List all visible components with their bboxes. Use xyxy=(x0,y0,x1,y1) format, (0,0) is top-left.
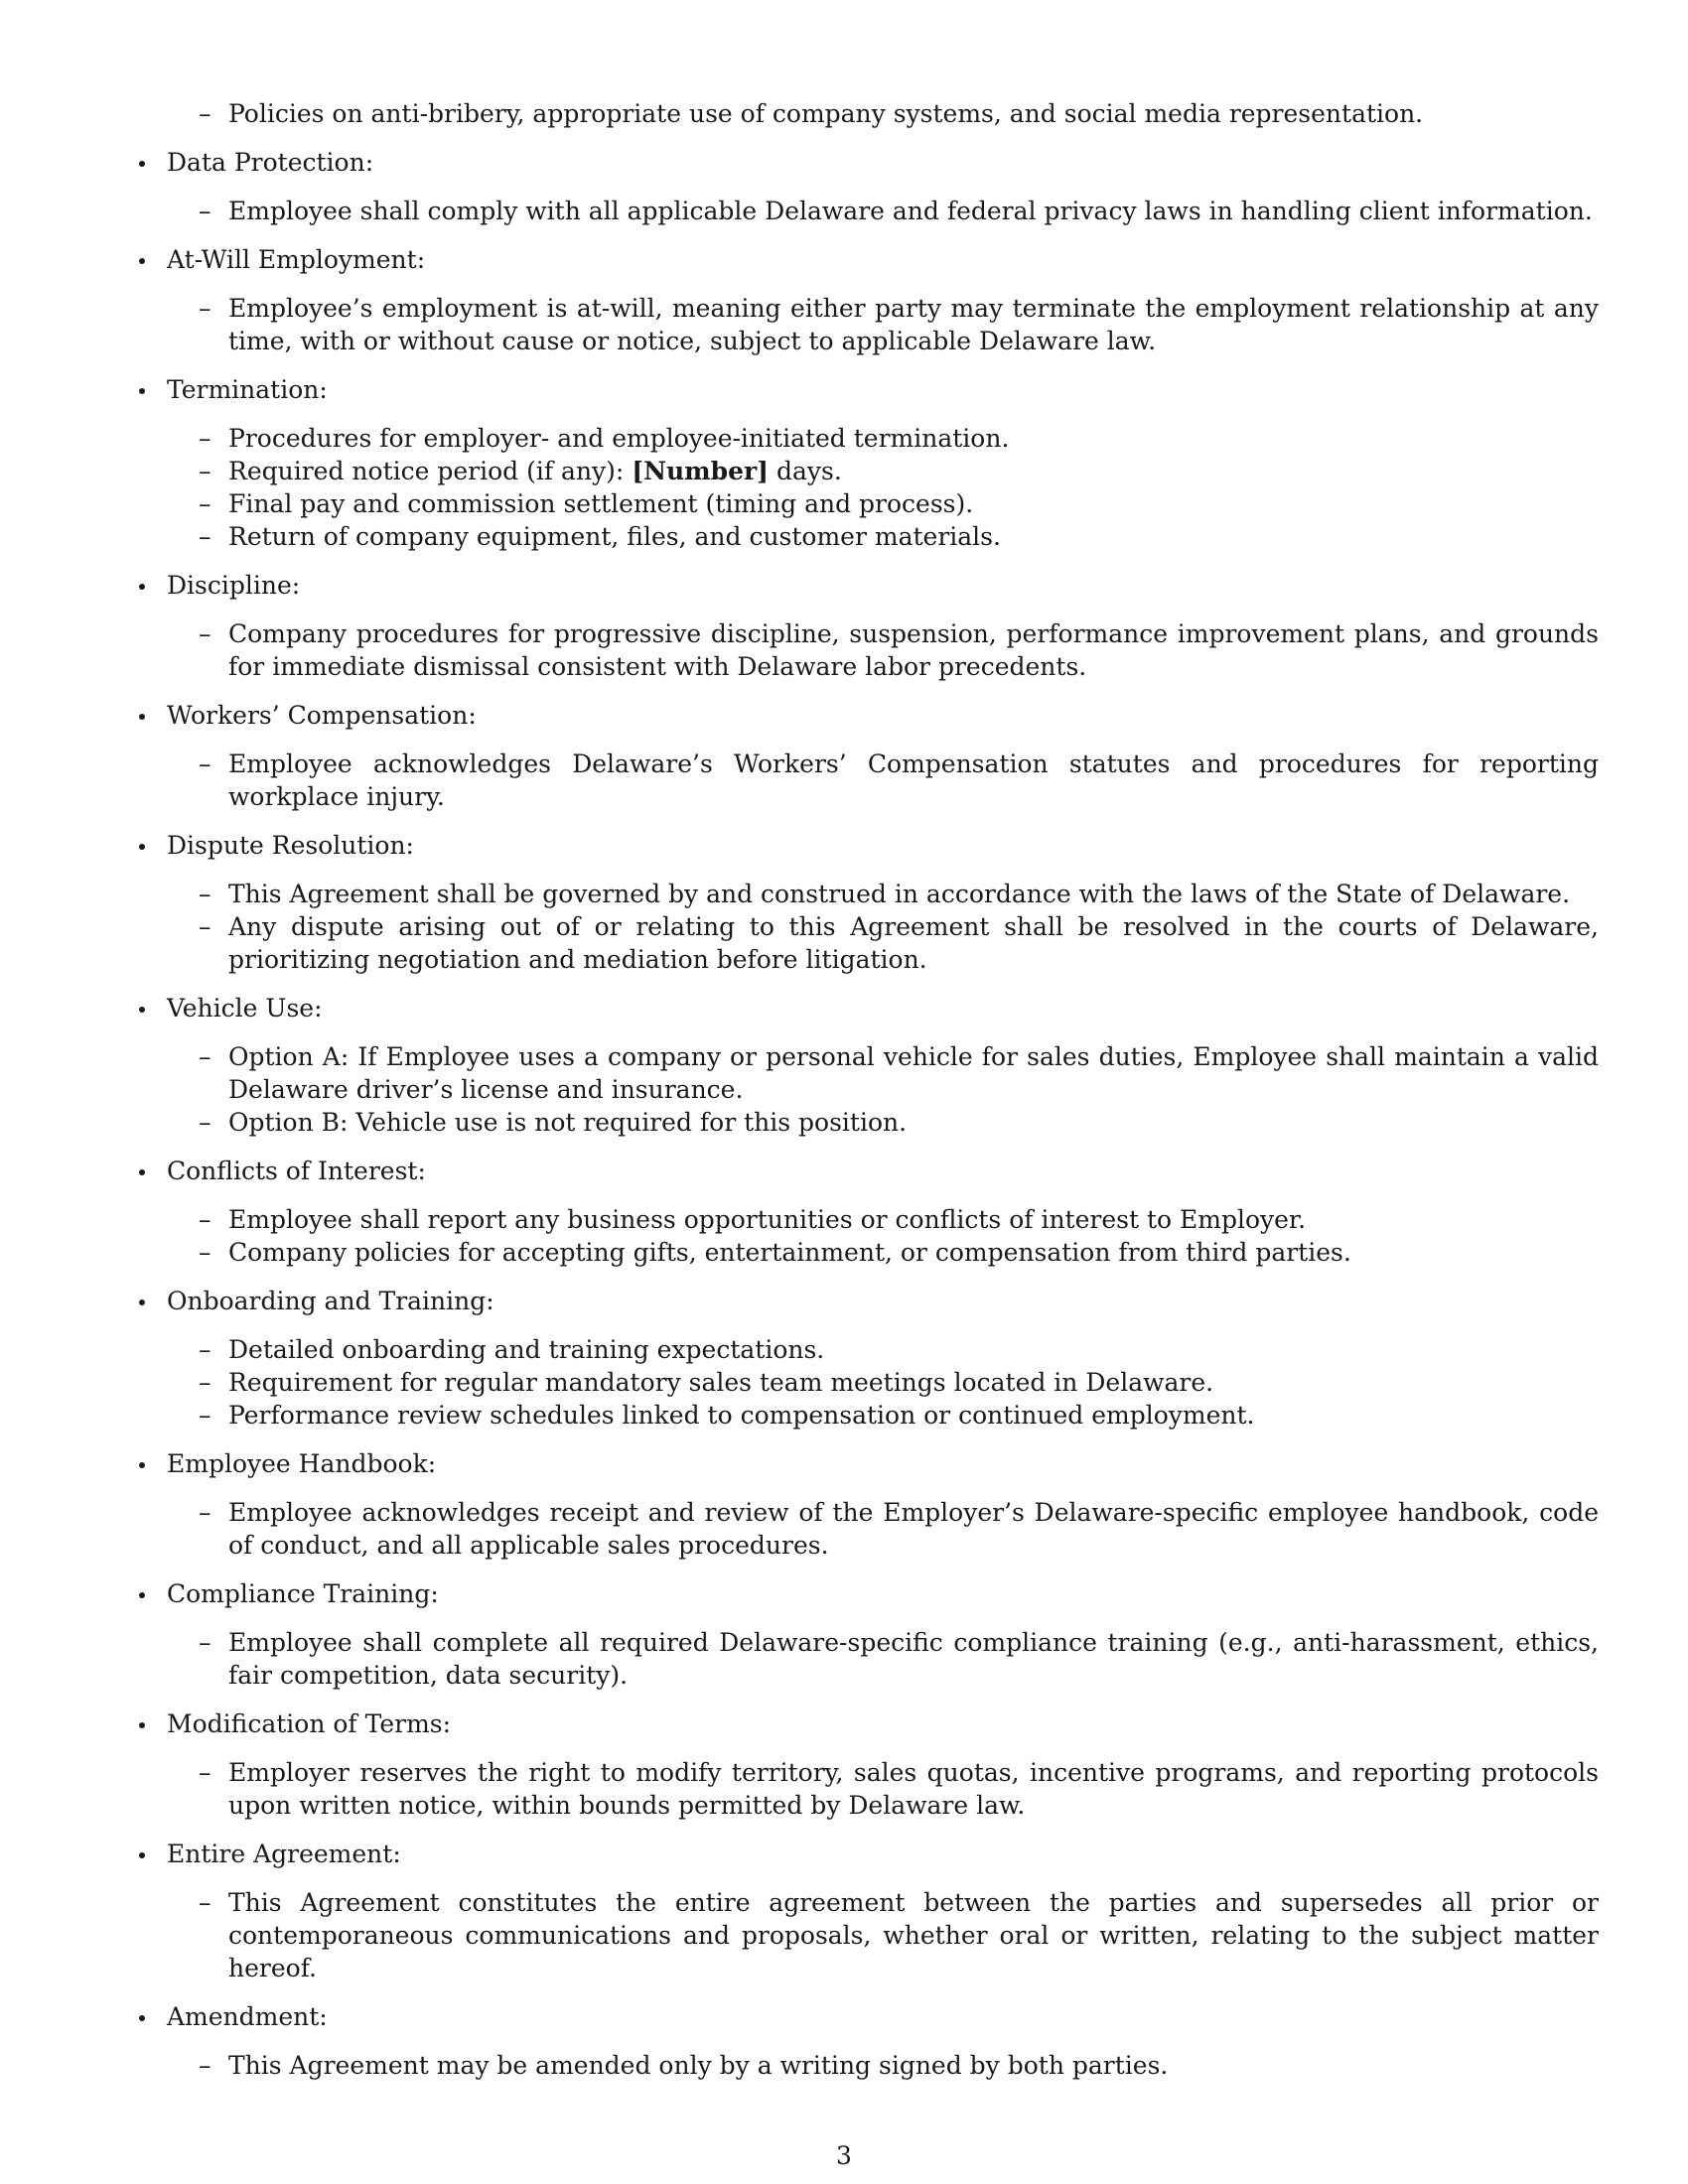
section-title xyxy=(129,1285,1599,1317)
list-item-text: Employee acknowledges receipt and review of the Employer’s Delaware-specific employee handbook, code of conduct, and all applicable sales procedures. xyxy=(228,1498,1599,1560)
notice-text-before: Required notice period (if any): xyxy=(228,457,633,485)
section-title xyxy=(129,1447,1599,1480)
bullet-icon xyxy=(139,1007,145,1013)
list-item xyxy=(129,487,1599,520)
dash-marker: – xyxy=(199,522,211,551)
bullet-icon xyxy=(139,1722,145,1728)
section-title xyxy=(129,1577,1599,1610)
sub-list xyxy=(129,1333,1599,1432)
sub-list xyxy=(129,195,1599,227)
list-item xyxy=(129,520,1599,553)
section xyxy=(129,829,1599,976)
section-title-text: Workers’ Compensation: xyxy=(167,701,477,730)
list-item-text: Final pay and commission settlement (timing and process). xyxy=(228,489,974,518)
list-item xyxy=(129,748,1599,813)
number-placeholder: [Number] xyxy=(632,457,770,485)
section-list xyxy=(129,146,1599,2082)
dash-marker: – xyxy=(199,1042,211,1071)
section xyxy=(129,1447,1599,1562)
list-item-text: Procedures for employer- and employee-initiated termination. xyxy=(228,424,1010,453)
list-item-text: This Agreement constitutes the entire agreement between the parties and supersedes all prior or contemporaneous communications and proposals, whether oral or written, relating to the subject matter hereof. xyxy=(228,1888,1599,1982)
dash-marker: – xyxy=(199,2051,211,2080)
bullet-icon xyxy=(139,161,145,167)
sub-list xyxy=(129,422,1599,553)
dash-marker: – xyxy=(199,489,211,518)
list-item xyxy=(129,1333,1599,1366)
list-item-text: This Agreement may be amended only by a writing signed by both parties. xyxy=(228,2051,1169,2080)
sub-list xyxy=(129,292,1599,357)
section-title-text: Termination: xyxy=(167,375,328,404)
section-title-text: Employee Handbook: xyxy=(167,1449,437,1478)
list-item-text: Employer reserves the right to modify territory, sales quotas, incentive programs, and reporting protocols upon written notice, within bounds permitted by Delaware law. xyxy=(228,1758,1599,1820)
section xyxy=(129,2000,1599,2082)
bullet-icon xyxy=(139,258,145,264)
dash-marker: – xyxy=(199,294,211,323)
section-title-text: Amendment: xyxy=(167,2002,328,2031)
section-title xyxy=(129,146,1599,179)
list-item xyxy=(129,1203,1599,1236)
section-title-text: Dispute Resolution: xyxy=(167,831,414,860)
list-item xyxy=(129,617,1599,683)
section-title-text: Discipline: xyxy=(167,571,301,600)
list-item xyxy=(129,455,1599,487)
sub-list xyxy=(129,1203,1599,1269)
section xyxy=(129,243,1599,357)
dash-marker: – xyxy=(199,99,211,128)
section-title xyxy=(129,992,1599,1024)
list-item xyxy=(129,1106,1599,1139)
list-item xyxy=(129,1366,1599,1399)
section-title-text: Modification of Terms: xyxy=(167,1709,452,1738)
sub-list xyxy=(129,748,1599,813)
section-title xyxy=(129,373,1599,406)
sub-list xyxy=(129,1496,1599,1562)
list-item xyxy=(129,1040,1599,1106)
section-title-text: Onboarding and Training: xyxy=(167,1287,494,1315)
section xyxy=(129,1577,1599,1692)
list-item-text: Employee acknowledges Delaware’s Workers’ Compensation statutes and procedures for reporting workplace injury. xyxy=(228,750,1599,811)
dash-marker: – xyxy=(199,1205,211,1234)
list-item xyxy=(129,878,1599,910)
bullet-icon xyxy=(139,388,145,394)
list-item-text: Policies on anti-bribery, appropriate use of company systems, and social media representation. xyxy=(228,99,1424,128)
dash-marker: – xyxy=(199,912,211,941)
list-item-text: Performance review schedules linked to compensation or continued employment. xyxy=(228,1401,1255,1430)
list-item xyxy=(129,422,1599,455)
bullet-icon xyxy=(139,1462,145,1468)
list-item-text: Employee shall comply with all applicable Delaware and federal privacy laws in handling client information. xyxy=(228,197,1593,225)
section-title-text: Compliance Training: xyxy=(167,1579,439,1608)
dash-marker: – xyxy=(199,1758,211,1787)
list-item-text: Company procedures for progressive discipline, suspension, performance improvement plans, and grounds for immediate dismissal consistent with Delaware labor precedents. xyxy=(228,619,1599,681)
sub-list xyxy=(129,1886,1599,1984)
sub-list xyxy=(129,617,1599,683)
list-item xyxy=(129,2049,1599,2082)
list-item-text: This Agreement shall be governed by and construed in accordance with the laws of the State of Delaware. xyxy=(228,880,1571,908)
list-item-text: Option B: Vehicle use is not required for this position. xyxy=(228,1108,908,1137)
section xyxy=(129,1707,1599,1822)
sub-list xyxy=(129,878,1599,976)
section xyxy=(129,1838,1599,1984)
dash-marker: – xyxy=(199,1368,211,1397)
list-item-text xyxy=(228,455,1599,487)
section-title-text: Conflicts of Interest: xyxy=(167,1157,426,1185)
dash-marker: – xyxy=(199,1498,211,1527)
dash-marker: – xyxy=(199,1888,211,1917)
list-item xyxy=(129,1756,1599,1822)
list-item xyxy=(129,1236,1599,1269)
dash-marker: – xyxy=(199,1628,211,1657)
list-item-text: Return of company equipment, files, and customer materials. xyxy=(228,522,1001,551)
sub-list xyxy=(129,1756,1599,1822)
continued-list-item xyxy=(129,97,1599,130)
list-item xyxy=(129,1496,1599,1562)
dash-marker: – xyxy=(199,880,211,908)
list-item-text: Employee shall report any business opportunities or conflicts of interest to Employer. xyxy=(228,1205,1307,1234)
bullet-icon xyxy=(139,1169,145,1175)
dash-marker: – xyxy=(199,197,211,225)
section xyxy=(129,373,1599,553)
section xyxy=(129,146,1599,227)
dash-marker: – xyxy=(199,1238,211,1267)
section-title xyxy=(129,1707,1599,1740)
section-title xyxy=(129,1155,1599,1187)
section-title xyxy=(129,2000,1599,2033)
bullet-icon xyxy=(139,844,145,850)
sub-list xyxy=(129,1040,1599,1139)
section xyxy=(129,1285,1599,1432)
bullet-icon xyxy=(139,714,145,720)
sub-list xyxy=(129,2049,1599,2082)
section xyxy=(129,1155,1599,1269)
list-item-text: Any dispute arising out of or relating to this Agreement shall be resolved in the courts of Delaware, prioritizing negotiation and mediation before litigation. xyxy=(228,912,1599,974)
list-item-text: Detailed onboarding and training expectations. xyxy=(228,1335,825,1364)
section-title xyxy=(129,243,1599,276)
section xyxy=(129,699,1599,813)
bullet-icon xyxy=(139,1852,145,1858)
section-title xyxy=(129,569,1599,602)
section-title-text: At-Will Employment: xyxy=(167,245,426,274)
list-item xyxy=(129,1886,1599,1984)
dash-marker: – xyxy=(199,1401,211,1430)
list-item-text: Option A: If Employee uses a company or personal vehicle for sales duties, Employee shall maintain a valid Delaware driver’s license and insurance. xyxy=(228,1042,1599,1104)
list-item xyxy=(129,292,1599,357)
dash-marker: – xyxy=(199,1108,211,1137)
list-item xyxy=(129,1399,1599,1432)
list-item-text: Employee’s employment is at-will, meaning either party may terminate the employment relationship at any time, with or without cause or notice, subject to applicable Delaware law. xyxy=(228,294,1599,355)
bullet-icon xyxy=(139,584,145,590)
document-content xyxy=(129,97,1599,2082)
list-item xyxy=(129,1626,1599,1692)
list-item-text: Employee shall complete all required Delaware-specific compliance training (e.g., anti-harassment, ethics, fair competition, data security). xyxy=(228,1628,1599,1690)
bullet-icon xyxy=(139,1299,145,1305)
section xyxy=(129,992,1599,1139)
section-title xyxy=(129,699,1599,732)
sub-list xyxy=(129,1626,1599,1692)
list-item-text: Company policies for accepting gifts, entertainment, or compensation from third parties. xyxy=(228,1238,1351,1267)
dash-marker: – xyxy=(199,750,211,778)
list-item xyxy=(129,910,1599,976)
section xyxy=(129,569,1599,683)
section-title xyxy=(129,829,1599,862)
section-title-text: Data Protection: xyxy=(167,148,374,177)
dash-marker: – xyxy=(199,619,211,648)
section-title xyxy=(129,1838,1599,1870)
section-title-text: Entire Agreement: xyxy=(167,1840,401,1868)
section-title-text: Vehicle Use: xyxy=(167,994,323,1023)
page-number: 3 xyxy=(836,2141,852,2170)
bullet-icon xyxy=(139,1592,145,1598)
bullet-icon xyxy=(139,2015,145,2021)
notice-text-after: days. xyxy=(769,457,842,485)
dash-marker: – xyxy=(199,1335,211,1364)
dash-marker: – xyxy=(199,457,211,485)
dash-marker: – xyxy=(199,424,211,453)
list-item xyxy=(129,195,1599,227)
list-item-text: Requirement for regular mandatory sales team meetings located in Delaware. xyxy=(228,1368,1214,1397)
